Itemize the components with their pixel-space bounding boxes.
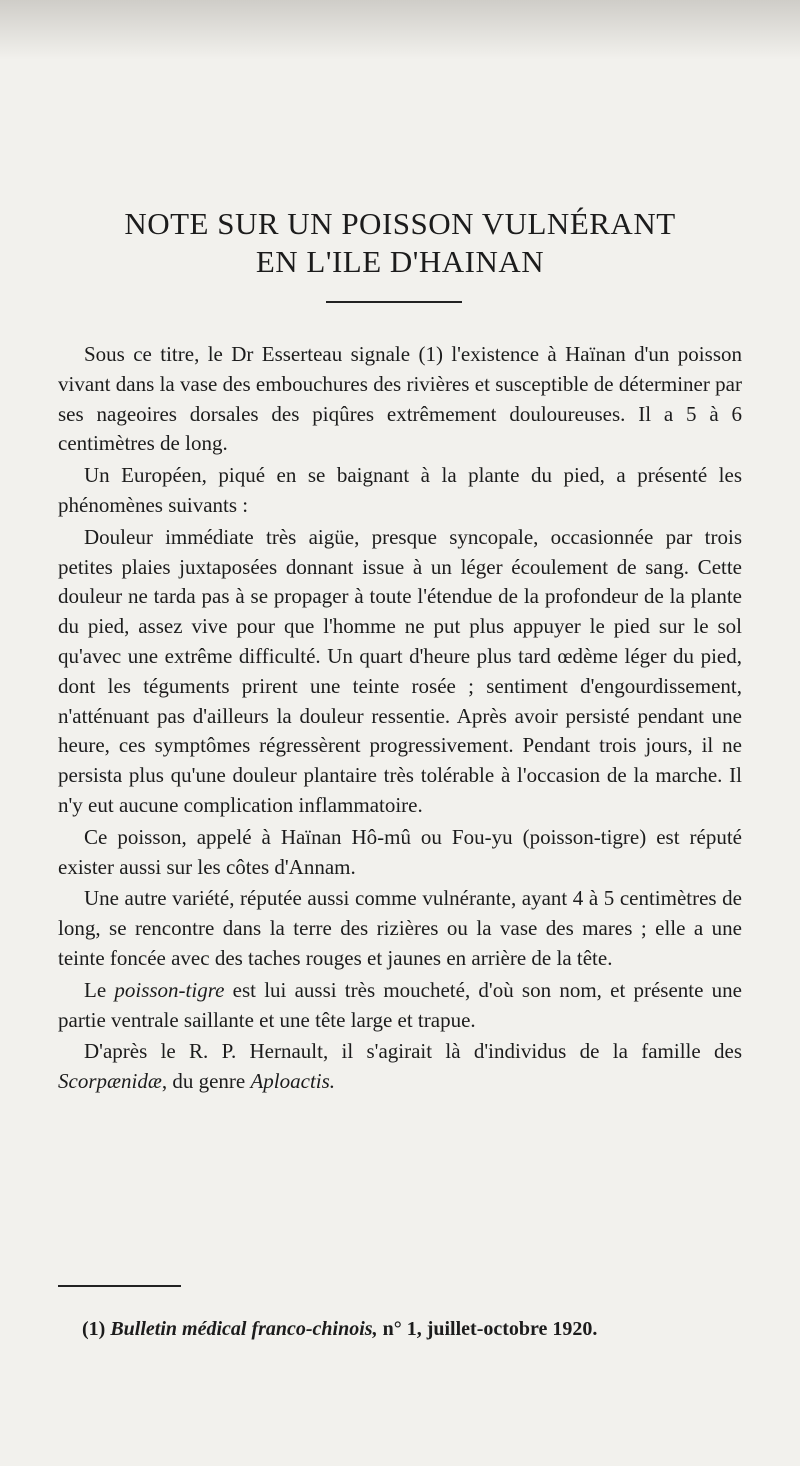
paragraph-5: Une autre variété, réputée aussi comme vulnérante, ayant 4 à 5 centimètres de long, se rencontre dans la terre des rizières ou la vase des mares ; elle a une teinte foncée avec des taches rouges et jaunes en arrière de la tête. [58,886,742,970]
paragraph-7 [58,1037,742,1097]
article-title [0,205,800,281]
footnote-divider [58,1285,181,1287]
species-name-italic: poisson-tigre [114,977,225,1002]
paragraph-6-start: Le [84,977,115,1002]
paragraph-4: Ce poisson, appelé à Haïnan Hô-mû ou Fou-yu (poisson-tigre) est réputé exister aussi sur les côtes d'Annam. [58,824,742,879]
title-line-2: EN L'ILE D'HAINAN [255,244,545,279]
paragraph-6 [58,976,742,1036]
page-edge-shading [0,0,800,60]
paragraph-7-start: D'après le R. P. Hernault, il s'agirait là d'individus de la famille des [84,1039,742,1064]
paragraph-6-end: est lui aussi très moucheté, d'où son nom, et présente une partie ventrale saillante et une tête large et trapue. [58,977,742,1032]
genus-name-italic: Aploactis. [250,1069,336,1094]
footnote [82,1318,762,1341]
footnote-journal: Bulletin médical franco-chinois, [110,1318,378,1340]
footnote-details: n° 1, juillet-octobre 1920. [382,1318,598,1340]
title-line-1: NOTE SUR UN POISSON VULNÉRANT [124,206,676,241]
family-name-italic: Scorpænidæ [58,1069,162,1094]
title-divider [326,301,462,303]
footnote-marker: (1) [82,1318,106,1340]
paragraph-3: Douleur immédiate très aigüe, presque syncopale, occasionnée par trois petites plaies juxtaposées donnant issue à un léger écoulement de sang. Cette douleur ne tarda pas à se propager à toute l'étendue de la profondeur de la plante du pied, assez vive pour que l'homme ne put plus appuyer le pied sur le sol qu'avec une extrême difficulté. Un quart d'heure plus tard œdème léger du pied, dont les téguments prirent une teinte rosée ; sentiment d'engourdissement, n'atténuant pas d'ailleurs la douleur ressentie. Après avoir persisté pendant une heure, ces symptômes régressèrent progressivement. Pendant trois jours, il ne persista plus qu'une douleur plantaire très tolérable à l'occasion de la marche. Il n'y eut aucune complication inflammatoire. [58,524,742,817]
paragraph-1: Sous ce titre, le Dr Esserteau signale (1) l'existence à Haïnan d'un poisson vivant dans la vase des embouchures des rivières et susceptible de déterminer par ses nageoires dorsales des piqûres extrêmement douloureuses. Il a 5 à 6 centimètres de long. [58,342,742,456]
article-body [58,340,742,1097]
paragraph-7-middle: , du genre [161,1069,251,1094]
paragraph-2: Un Européen, piqué en se baignant à la plante du pied, a présenté les phénomènes suivants : [58,463,742,517]
